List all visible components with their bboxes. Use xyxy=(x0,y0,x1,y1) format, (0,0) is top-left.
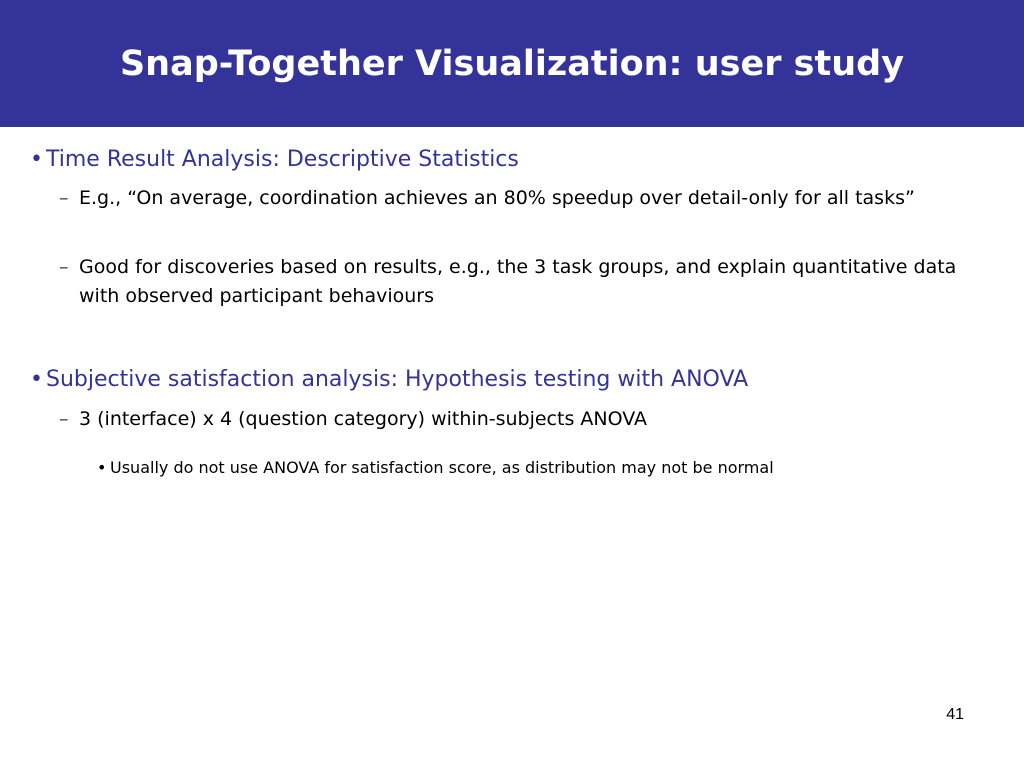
bullet-subjective-satisfaction xyxy=(30,365,748,395)
bullet-time-result-analysis xyxy=(30,145,519,175)
slide-title: Snap-Together Visualization: user study xyxy=(119,44,905,84)
dash-icon: – xyxy=(59,256,69,278)
sub-bullet-text: E.g., “On average, coordination achieves an 80% speedup over detail-only for all tasks” xyxy=(79,187,915,209)
bullet-text: Subjective satisfaction analysis: Hypothesis testing with ANOVA xyxy=(46,367,749,392)
page-number: 41 xyxy=(946,706,964,723)
sub-bullet-discoveries xyxy=(59,253,979,311)
sub-bullet-speedup xyxy=(59,184,979,213)
bullet-icon: • xyxy=(97,458,107,477)
sub-bullet-text: Good for discoveries based on results, e.g., the 3 task groups, and explain quantitative data with observed participant behaviours xyxy=(79,256,957,307)
bullet-icon: • xyxy=(30,367,43,392)
sub-bullet-text: 3 (interface) x 4 (question category) within-subjects ANOVA xyxy=(79,408,648,430)
sub-bullet-anova-design xyxy=(59,405,979,434)
dash-icon: – xyxy=(59,187,69,209)
sub-sub-bullet-satisfaction-score xyxy=(97,456,774,480)
sub-sub-bullet-text: Usually do not use ANOVA for satisfaction score, as distribution may not be normal xyxy=(110,458,774,477)
bullet-icon: • xyxy=(30,147,43,172)
dash-icon: – xyxy=(59,408,69,430)
bullet-text: Time Result Analysis: Descriptive Statistics xyxy=(46,147,519,172)
